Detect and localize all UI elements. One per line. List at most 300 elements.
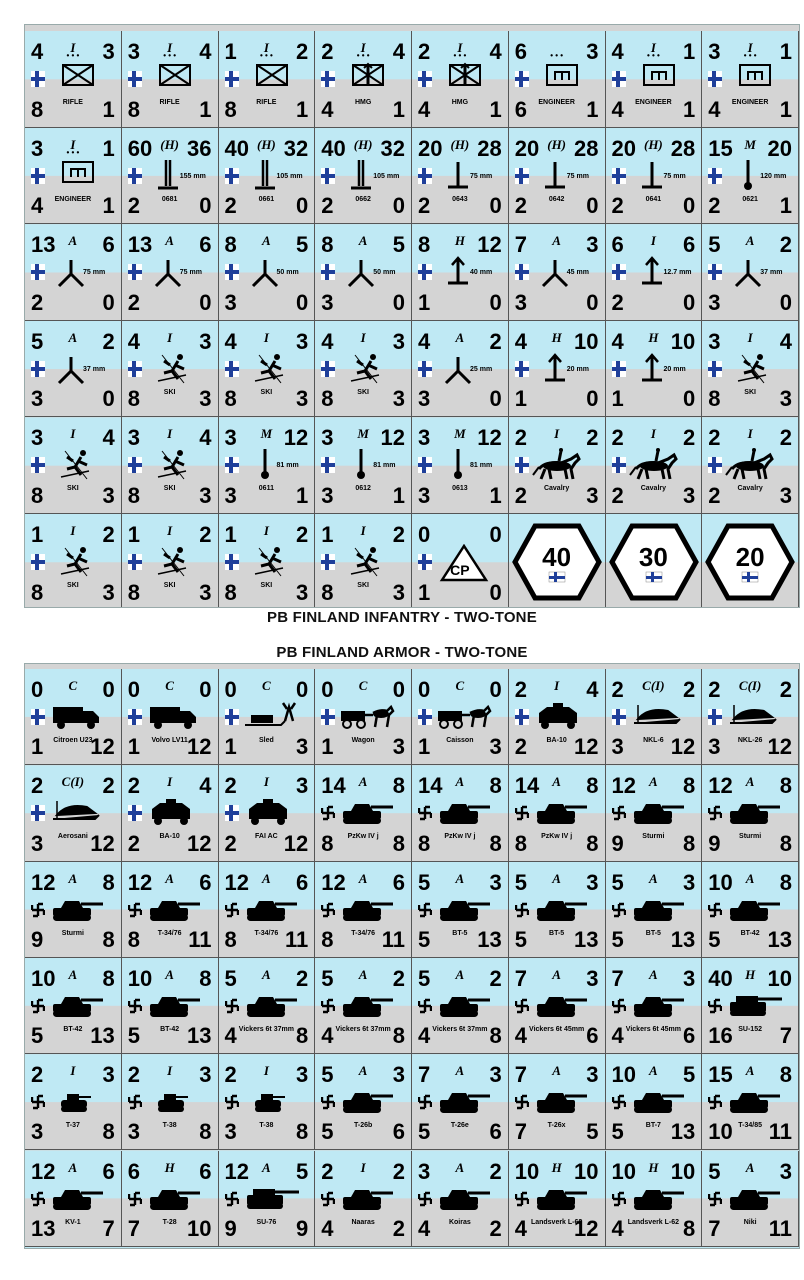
tank-icon — [724, 1181, 786, 1221]
range-value: 4 — [392, 39, 405, 64]
unit-name: SU-76 — [256, 1218, 277, 1226]
fire-type: (H) — [353, 136, 373, 152]
armor-counter[interactable] — [702, 1151, 799, 1247]
armor-counter[interactable] — [25, 1054, 122, 1150]
hakaristi-icon — [31, 1191, 45, 1207]
finnish-cross-icon — [612, 168, 626, 184]
finnish-cross-icon — [31, 168, 45, 184]
defense-value: 8 — [127, 386, 140, 412]
movement-value: 0 — [779, 289, 792, 315]
turn-marker[interactable] — [509, 514, 606, 608]
armor-counter[interactable] — [509, 765, 606, 861]
infantry-counter[interactable] — [509, 224, 606, 321]
hakaristi-icon — [225, 998, 239, 1014]
infantry-counter[interactable] — [122, 514, 219, 608]
armor-counter[interactable] — [122, 1151, 219, 1247]
defense-value: 4 — [321, 96, 334, 122]
attack-value: 3 — [708, 39, 721, 64]
armor-counter[interactable] — [122, 765, 219, 861]
infantry-counter[interactable] — [25, 321, 122, 418]
armor-counter[interactable] — [702, 862, 799, 958]
infantry-counter-sheet — [24, 24, 800, 608]
armor-counter[interactable] — [219, 1054, 316, 1150]
range-value: 8 — [489, 773, 502, 799]
unit-name: Vickers 6t 45mm — [529, 1025, 585, 1033]
hakaristi-icon — [515, 1094, 529, 1110]
armor-counter[interactable] — [606, 1151, 703, 1247]
attack-value: 12 — [611, 773, 636, 799]
attack-value: 4 — [321, 328, 334, 354]
movement-value: 1 — [586, 96, 599, 122]
range-value: 10 — [767, 965, 792, 991]
movement-value: 11 — [768, 1119, 792, 1145]
unit-name: FAI AC — [255, 833, 278, 841]
armor-counter[interactable] — [25, 1151, 122, 1247]
infantry-counter[interactable] — [219, 514, 316, 608]
attack-value: 12 — [31, 1158, 56, 1184]
infantry-counter[interactable] — [412, 224, 509, 321]
unit-name: Citroen U23 — [53, 737, 93, 744]
armor-counter[interactable] — [509, 669, 606, 765]
attack-value: 1 — [31, 522, 44, 547]
infantry-counter[interactable] — [606, 417, 703, 514]
armor-counter[interactable] — [509, 1151, 606, 1247]
attack-value: 0 — [31, 677, 44, 702]
infantry-counter[interactable] — [25, 31, 122, 128]
defense-value: 10 — [708, 1119, 733, 1145]
infantry-counter[interactable] — [315, 31, 412, 128]
attack-value: 4 — [418, 328, 431, 354]
caliber-value: 20 — [663, 365, 672, 373]
infantry-counter[interactable] — [25, 224, 122, 321]
infantry-counter[interactable] — [412, 321, 509, 418]
tank-icon — [434, 892, 496, 932]
fire-type: I — [263, 40, 269, 55]
infantry-counter[interactable] — [702, 31, 799, 128]
unit-name: SKI — [357, 582, 369, 589]
armored-car-icon — [144, 795, 206, 835]
range-value: 8 — [779, 773, 792, 799]
defense-value: 3 — [321, 289, 334, 315]
fire-type: (H) — [643, 136, 663, 152]
tank-icon — [144, 1181, 206, 1221]
movement-value: 3 — [199, 482, 212, 508]
infantry-counter[interactable] — [315, 514, 412, 608]
unit-name: BT-42 — [740, 929, 760, 937]
attack-value: 3 — [127, 39, 140, 64]
infantry-counter[interactable] — [25, 514, 122, 608]
fire-type: I — [747, 40, 753, 55]
armor-counter[interactable] — [702, 1054, 799, 1150]
armor-counter[interactable] — [702, 958, 799, 1054]
infantry-counter[interactable] — [315, 321, 412, 418]
range-value: 2 — [296, 965, 309, 991]
defense-value: 8 — [224, 386, 237, 412]
defense-value: 7 — [127, 1215, 140, 1241]
attack-value: 4 — [611, 39, 624, 64]
defense-value: 1 — [31, 734, 44, 760]
armor-counter[interactable] — [315, 862, 412, 958]
unit-size-dots: • • • — [743, 51, 757, 60]
fire-type: A — [68, 233, 78, 249]
armor-counter[interactable] — [315, 765, 412, 861]
caliber-label — [277, 462, 299, 469]
movement-value: 2 — [392, 1215, 405, 1241]
attack-value: 2 — [708, 677, 721, 702]
armor-counter[interactable] — [606, 765, 703, 861]
unit-name: Caisson — [446, 737, 474, 744]
range-value: 5 — [296, 1158, 309, 1184]
movement-value: 0 — [102, 386, 115, 412]
range-value: 4 — [199, 773, 212, 799]
fire-type: I — [360, 40, 366, 55]
armor-counter[interactable] — [219, 958, 316, 1054]
caliber-label — [83, 366, 105, 373]
fire-type: C — [358, 678, 368, 693]
engineer-symbol-icon — [47, 158, 109, 198]
reindeer-sled-icon — [241, 699, 303, 739]
attack-value: 0 — [321, 677, 334, 702]
movement-value: 1 — [296, 482, 309, 508]
tank-icon — [628, 892, 690, 932]
unit-name: 0642 — [548, 195, 565, 203]
unit-name: T-34/76 — [254, 929, 279, 937]
fire-type: I — [70, 40, 76, 55]
movement-value: 12 — [187, 734, 212, 760]
armor-counter[interactable] — [25, 958, 122, 1054]
movement-value: 7 — [102, 1215, 115, 1241]
fire-type: M — [454, 426, 466, 442]
range-value: 3 — [296, 328, 309, 354]
fire-type: C — [165, 678, 174, 693]
unit-name: BT-42 — [63, 1025, 83, 1033]
infantry-symbol-icon — [241, 61, 303, 101]
movement-value: 12 — [670, 734, 696, 760]
unit-name: SKI — [260, 582, 273, 589]
fire-type: I — [70, 136, 76, 152]
unit-name: BT-42 — [160, 1025, 180, 1033]
infantry-counter[interactable] — [219, 224, 316, 321]
armor-counter[interactable] — [412, 958, 509, 1054]
caliber-value: 12.7 — [663, 269, 678, 277]
caliber-value: 45 — [566, 269, 575, 277]
movement-value: 1 — [489, 96, 502, 122]
attack-value: 3 — [321, 425, 334, 451]
movement-value: 13 — [90, 1023, 115, 1049]
movement-value: 3 — [296, 579, 309, 605]
skier-icon — [144, 544, 206, 584]
movement-value: 3 — [296, 734, 309, 760]
caliber-unit: mm — [574, 172, 589, 180]
armor-counter[interactable] — [315, 669, 412, 765]
attack-value: 3 — [224, 425, 237, 451]
attack-value: 0 — [418, 522, 431, 547]
caliber-unit: mm — [90, 365, 106, 373]
range-value: 8 — [102, 869, 115, 895]
armor-counter[interactable] — [509, 1054, 606, 1150]
attack-value: 5 — [321, 1062, 334, 1088]
range-value: 2 — [489, 965, 502, 991]
armor-counter[interactable] — [606, 1054, 703, 1150]
infantry-counter[interactable] — [606, 128, 703, 225]
infantry-counter[interactable] — [509, 417, 606, 514]
tank-icon — [531, 795, 593, 835]
infantry-counter[interactable] — [219, 128, 316, 225]
armor-counter[interactable] — [25, 862, 122, 958]
skier-icon — [47, 544, 109, 584]
tank-icon — [434, 1181, 496, 1221]
infantry-counter[interactable] — [606, 224, 703, 321]
fire-type: I — [167, 426, 173, 442]
defense-value: 4 — [224, 1023, 237, 1049]
finnish-cross-icon — [31, 264, 45, 280]
attack-value: 10 — [708, 869, 733, 895]
armor-counter[interactable] — [219, 1151, 316, 1247]
infantry-counter[interactable] — [702, 224, 799, 321]
unit-size-dots: • • • — [453, 51, 467, 60]
fire-type: I — [70, 523, 76, 538]
movement-value: 8 — [683, 830, 696, 856]
caliber-value: 37 — [83, 365, 91, 373]
infantry-counter[interactable] — [606, 321, 703, 418]
armor-counter[interactable] — [606, 862, 703, 958]
attack-value: 12 — [127, 869, 153, 895]
infantry-counter[interactable] — [606, 31, 703, 128]
infantry-counter[interactable] — [702, 321, 799, 418]
caliber-unit: mm — [477, 172, 493, 180]
movement-value: 3 — [779, 386, 792, 412]
armor-counter[interactable] — [219, 765, 316, 861]
attack-value: 8 — [418, 232, 431, 258]
infantry-counter[interactable] — [315, 417, 412, 514]
range-value: 2 — [586, 425, 599, 451]
armor-counter[interactable] — [122, 958, 219, 1054]
range-value: 2 — [683, 425, 696, 451]
caliber-unit: mm — [477, 269, 493, 277]
unit-name: T-34/85 — [738, 1122, 762, 1130]
infantry-counter[interactable] — [412, 128, 509, 225]
fire-type: H — [164, 1159, 175, 1175]
infantry-counter[interactable] — [122, 128, 219, 225]
range-value: 2 — [489, 328, 502, 354]
unit-name: PzKw IV j — [444, 833, 476, 841]
defense-value: 8 — [31, 579, 44, 605]
range-value: 10 — [670, 328, 696, 354]
unit-size-dots: • • • — [356, 51, 370, 60]
infantry-counter[interactable] — [315, 128, 412, 225]
movement-value: 3 — [392, 734, 405, 760]
fire-type: I — [263, 774, 269, 790]
defense-value: 2 — [611, 193, 624, 219]
fire-type: A — [262, 870, 271, 886]
movement-value: 10 — [187, 1215, 212, 1241]
tank-icon — [724, 795, 786, 835]
armor-counter[interactable] — [122, 669, 219, 765]
armor-counter[interactable] — [315, 1054, 412, 1150]
defense-value: 3 — [611, 734, 624, 760]
finnish-cross-icon — [418, 457, 432, 473]
defense-value: 5 — [611, 1119, 624, 1145]
finnish-cross-icon — [128, 709, 142, 725]
armor-counter[interactable] — [412, 862, 509, 958]
attack-value: 12 — [708, 773, 733, 799]
range-value: 3 — [683, 965, 696, 991]
infantry-counter[interactable] — [412, 417, 509, 514]
attack-value: 12 — [224, 869, 249, 895]
defense-value: 2 — [611, 289, 624, 315]
unit-size-dots: • • • — [646, 51, 660, 60]
defense-value: 8 — [31, 482, 44, 508]
caliber-label — [470, 173, 492, 180]
movement-value: 0 — [586, 386, 599, 412]
infantry-counter[interactable] — [122, 31, 219, 128]
horse-wagon-icon — [434, 699, 496, 739]
infantry-counter[interactable] — [412, 514, 509, 608]
armor-counter[interactable] — [509, 958, 606, 1054]
caliber-label — [277, 173, 303, 180]
caliber-unit: mm — [384, 172, 400, 180]
armor-counter[interactable] — [219, 862, 316, 958]
tank-icon — [144, 988, 206, 1028]
unit-name: 0662 — [355, 195, 371, 203]
finnish-cross-icon — [31, 361, 45, 377]
movement-value: 3 — [489, 734, 502, 760]
defense-value: 5 — [127, 1023, 140, 1049]
infantry-counter[interactable] — [219, 417, 316, 514]
skier-icon — [241, 544, 303, 584]
range-value: 3 — [779, 1158, 792, 1184]
finnish-cross-icon — [612, 71, 626, 87]
range-value: 0 — [489, 522, 502, 547]
caliber-label — [760, 269, 782, 276]
movement-value: 3 — [392, 386, 405, 412]
range-value: 8 — [392, 773, 405, 799]
cavalry-icon — [531, 447, 593, 487]
defense-value: 4 — [418, 1215, 431, 1241]
movement-value: 13 — [574, 926, 599, 952]
range-value: 3 — [586, 869, 599, 895]
infantry-counter[interactable] — [122, 321, 219, 418]
infantry-counter[interactable] — [412, 31, 509, 128]
armor-counter[interactable] — [315, 958, 412, 1054]
infantry-counter[interactable] — [509, 31, 606, 128]
turn-marker[interactable] — [606, 514, 703, 608]
fire-type: H — [551, 1159, 562, 1175]
armor-counter[interactable] — [219, 669, 316, 765]
turn-marker[interactable] — [702, 514, 799, 608]
attack-value: 2 — [127, 1062, 140, 1088]
range-value: 5 — [296, 232, 309, 258]
fire-type: C(I) — [642, 678, 665, 693]
defense-value: 8 — [224, 926, 237, 952]
armor-counter[interactable] — [315, 1151, 412, 1247]
defense-value: 8 — [127, 926, 140, 952]
infantry-counter[interactable] — [122, 417, 219, 514]
attack-value: 3 — [418, 425, 431, 451]
defense-value: 4 — [418, 96, 431, 122]
infantry-counter[interactable] — [702, 128, 799, 225]
attack-value: 5 — [708, 232, 721, 258]
infantry-counter[interactable] — [122, 224, 219, 321]
defense-value: 5 — [418, 1119, 431, 1145]
armor-counter[interactable] — [412, 1054, 509, 1150]
armor-counter[interactable] — [702, 669, 799, 765]
movement-value: 8 — [683, 1215, 696, 1241]
movement-value: 8 — [296, 1119, 309, 1145]
fire-type: I — [554, 426, 560, 442]
defense-value: 3 — [321, 482, 334, 508]
hakaristi-icon — [515, 805, 529, 821]
armor-counter[interactable] — [25, 669, 122, 765]
caliber-label — [277, 269, 299, 276]
attack-value: 5 — [321, 965, 334, 991]
fire-type: A — [745, 1159, 755, 1175]
caliber-unit: mm — [768, 269, 783, 277]
infantry-counter[interactable] — [219, 31, 316, 128]
caliber-value: 75 — [663, 172, 672, 180]
fire-type: A — [455, 774, 465, 790]
armor-counter[interactable] — [509, 862, 606, 958]
movement-value: 8 — [392, 830, 405, 856]
unit-name: ENGINEER — [54, 195, 92, 203]
movement-value: 3 — [392, 579, 405, 605]
infantry-counter[interactable] — [219, 321, 316, 418]
infantry-counter[interactable] — [315, 224, 412, 321]
attack-value: 7 — [514, 965, 527, 991]
infantry-counter[interactable] — [509, 321, 606, 418]
armor-counter[interactable] — [25, 765, 122, 861]
fire-type: A — [745, 1063, 755, 1079]
attack-value: 5 — [611, 869, 624, 895]
infantry-counter[interactable] — [25, 128, 122, 225]
hakaristi-icon — [708, 1191, 722, 1207]
movement-value: 11 — [284, 926, 309, 952]
movement-value: 12 — [574, 1215, 599, 1241]
armor-counter[interactable] — [122, 1054, 219, 1150]
defense-value: 4 — [321, 1215, 334, 1241]
caliber-value: 81 — [470, 462, 478, 470]
defense-value: 2 — [514, 193, 527, 219]
armor-counter[interactable] — [412, 765, 509, 861]
infantry-counter[interactable] — [509, 128, 606, 225]
movement-value: 12 — [574, 734, 599, 760]
caliber-label — [567, 173, 589, 180]
hakaristi-icon — [515, 1191, 529, 1207]
armor-counter[interactable] — [702, 765, 799, 861]
movement-value: 13 — [767, 926, 792, 952]
armor-counter[interactable] — [606, 669, 703, 765]
infantry-counter[interactable] — [25, 417, 122, 514]
defense-value: 3 — [224, 482, 237, 508]
armor-sheet-title: PB FINLAND ARMOR - TWO-TONE — [276, 644, 528, 661]
attack-value: 1 — [224, 39, 237, 64]
armor-counter[interactable] — [606, 958, 703, 1054]
light-tank-icon — [144, 1084, 206, 1124]
unit-name: RIFLE — [256, 99, 277, 106]
fire-type: (H) — [450, 136, 470, 152]
range-value: 1 — [683, 39, 696, 64]
armor-counter[interactable] — [412, 1151, 509, 1247]
skier-icon — [724, 351, 786, 391]
attack-value: 2 — [611, 677, 624, 702]
armor-counter[interactable] — [412, 669, 509, 765]
infantry-counter[interactable] — [702, 417, 799, 514]
armor-counter[interactable] — [122, 862, 219, 958]
defense-value: 8 — [321, 926, 334, 952]
finnish-cross-icon — [708, 71, 722, 87]
fire-type: I — [360, 523, 366, 538]
movement-value: 0 — [683, 289, 696, 315]
